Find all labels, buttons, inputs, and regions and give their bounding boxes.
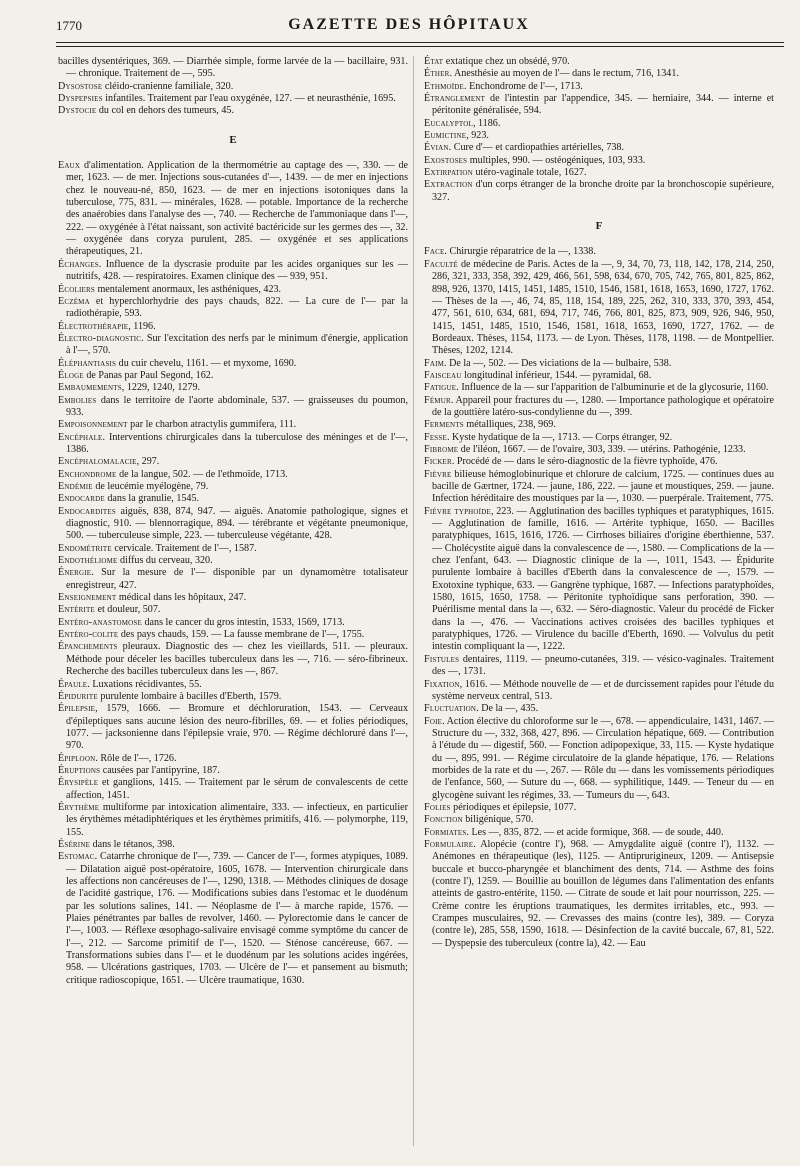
- index-entry: [424, 703, 774, 715]
- entry-heading: Épiploon: [58, 752, 96, 764]
- index-entry: [58, 839, 408, 851]
- index-entry: [58, 358, 408, 370]
- entry-text: de l'intestin par l'appendice, 345. — herniaire, 344. — interne et péritonite généralisée, 594.: [432, 93, 774, 117]
- entry-text: dans le territoire de l'aorte abdominale, 537. — graisseuses du poumon, 933.: [66, 394, 408, 418]
- index-entry: [58, 284, 408, 296]
- index-entry: [58, 370, 408, 382]
- entry-text: . Anesthésie au moyen de l'— dans le rectum, 716, 1341.: [449, 68, 679, 80]
- entry-text: . Action élective du chloroforme sur le —, 678. — appendiculaire, 1431, 1467. — Structure du —, 332, 368, 427, 896. — Circulation hépatique, 669. — Contribution à l'étude du — digestif, 560. — Fonction adipopexique, 33, 115. — Kyste hydatique du —, 895, 991. — Régime circulatoire de la glande hépatique, 176. — Relations morbides de la rate et du —, 267. — Rôle du — dans les vomissements périodiques de l'enfance, 560, — Suture du —, 668. — syphilitique, 1449. — Teneur du — en glycogène suivant les régimes, 33. — Tumeurs du —, 643.: [432, 715, 774, 801]
- right-main-entries: [424, 246, 774, 950]
- entry-heading: Ficker: [424, 456, 452, 468]
- entry-text: , 1616. — Méthode nouvelle de — et de durcissement rapides pour l'étude du système nerveux central, 513.: [432, 678, 774, 702]
- left-main-entries: [58, 160, 408, 987]
- entry-heading: Endocarde: [58, 493, 105, 505]
- entry-heading: Fonction: [424, 814, 463, 826]
- entry-heading: Entéro-colite: [58, 629, 119, 641]
- index-entry: [58, 703, 408, 752]
- entry-heading: Épilepsie: [58, 703, 96, 715]
- entry-heading: Dysostose: [58, 80, 103, 92]
- index-entry: [58, 679, 408, 691]
- entry-text: . Catarrhe chronique de l'—, 739. — Cancer de l'—, formes atypiques, 1089. — Dilatation aiguë post-opératoire, 1605, 1678. — Intervention chirurgicale dans les affections non cancéreuses de l'—, 1290, 1318. — Méthodes cliniques de dosage de l'acidité gastrique, 176. — Modifications subies dans l'estomac et le duodénum par les solutions salines, 141. — Néoplasme de l'— à marche rapide, 1576. — Plaies pénétrantes par balles de revolver, 1460. — Pylorectomie dans le cancer de l'—, 1003. — Réflexe œsophago-salivaire envisagé comme symptôme du cancer de l'—, 212. — Sarcome primitif de l'—, 1520. — Sténose cancéreuse, 667. — Transformations subies dans l'— et le duodénum par les solutions acides ingérées, 958. — Ulcérations gastriques, 1703. — Ulcère de l'— et pansement au bismuth; critique radioscopique, 1651. — Ulcère traumatique, 1630.: [66, 851, 408, 986]
- entry-heading: Extirpation: [424, 167, 473, 179]
- entry-text: , 1579, 1666. — Bromure et déchloruration, 1543. — Cerveaux d'épileptiques sans aucune lésion des neuro-fibrilles, 69. — et folies périodiques, 1077. — jacksonienne dans l'épilepsie vraie, 970. — Régime déchloruré dans l'—, 970.: [66, 703, 408, 752]
- index-entry: [424, 358, 774, 370]
- entry-heading: Encéphale: [58, 431, 103, 443]
- entry-heading: Épanchements: [58, 641, 118, 653]
- entry-text: biligénique, 570.: [462, 814, 534, 826]
- index-entry: [424, 814, 774, 826]
- entry-text: du cuir chevelu, 1161. — et myxome, 1690.: [116, 357, 297, 369]
- entry-heading: Fémur: [424, 394, 451, 406]
- entry-text: utéro-vaginale totale, 1627.: [472, 167, 587, 179]
- entry-heading: Énergie: [58, 567, 92, 579]
- index-entry: [58, 81, 408, 93]
- entry-heading: Empoisonnement: [58, 419, 128, 431]
- entry-text: dans le tétanos, 398.: [90, 838, 175, 850]
- entry-text: . Interventions chirurgicales dans la tuberculose des méninges et de l'—, 1386.: [66, 431, 408, 455]
- index-entry: [424, 179, 774, 204]
- index-entry: [424, 142, 774, 154]
- entry-heading: Épidurite: [58, 690, 98, 702]
- entry-text: . Influence de la dyscrasie produite par les acides organiques sur les — nutritifs, 428. — respiratoires. Examen clinique des — 939, 951.: [66, 258, 408, 283]
- entry-heading: Extraction: [424, 179, 473, 191]
- index-entry: [424, 716, 774, 802]
- entry-heading: Fièvre: [424, 468, 452, 480]
- entry-text: . Chirurgie réparatrice de la —, 1338.: [444, 246, 596, 258]
- index-entry: [58, 333, 408, 358]
- page-header: [56, 14, 762, 38]
- entry-text: , 1196.: [128, 320, 156, 332]
- entry-heading: Fistules: [424, 653, 460, 665]
- index-entry: [424, 382, 774, 394]
- index-entry: [424, 68, 774, 80]
- index-entry: [58, 641, 408, 678]
- entry-heading: Embolies: [58, 394, 97, 406]
- entry-heading: Éloge: [58, 369, 84, 381]
- index-entry: [58, 765, 408, 777]
- entry-text: par le charbon atractylis gummifera, 111.: [127, 419, 297, 431]
- entry-heading: Éruptions: [58, 764, 101, 776]
- index-entry: [58, 93, 408, 105]
- entry-text: . De la —, 435.: [476, 703, 539, 715]
- entry-heading: Entérite: [58, 604, 95, 616]
- entry-text: purulente lombaire à bacilles d'Eberth, 1579.: [97, 690, 282, 702]
- index-entry: [424, 802, 774, 814]
- entry-text: pleuraux. Diagnostic des — chez les vieillards, 511. — pleuraux. Méthode pour déceler les bacilles tuberculeux dans les —, 716. — séro-fibrineux. Recherche des bacilles tuberculeux dans les —, 867.: [66, 641, 408, 678]
- entry-heading: Ésérine: [58, 838, 91, 850]
- entry-text: causées par l'antipyrine, 187.: [100, 764, 220, 776]
- index-entry: [58, 296, 408, 321]
- entry-heading: Eucalyptol: [424, 117, 473, 129]
- entry-heading: Encéphalomalacie: [58, 456, 137, 468]
- index-entry: [58, 604, 408, 616]
- index-entry: [58, 419, 408, 431]
- entry-text: . Kyste hydatique de la —, 1713. — Corps étranger, 92.: [446, 431, 673, 443]
- entry-heading: Étranglement: [424, 93, 486, 105]
- index-entry: [58, 456, 408, 468]
- index-entry: [58, 629, 408, 641]
- entry-text: . Luxations récidivantes, 55.: [87, 678, 202, 690]
- entry-text: de Panas par Paul Segond, 162.: [83, 369, 214, 381]
- entry-heading: Électro-diagnostic: [58, 332, 142, 344]
- index-entry: [58, 802, 408, 839]
- entry-heading: Échanges: [58, 258, 99, 270]
- index-entry: [424, 679, 774, 704]
- index-entry: [58, 493, 408, 505]
- journal-title: GAZETTE DES HÔPITAUX: [288, 16, 530, 33]
- entry-heading: Face: [424, 246, 445, 258]
- entry-text: , 1229, 1240, 1279.: [121, 382, 201, 394]
- entry-heading: Épaule: [58, 678, 88, 690]
- column-divider: [413, 56, 414, 1146]
- entry-text: . Sur la mesure de l'— disponible par un dynamomètre totalisateur enregistreur, 427.: [66, 567, 408, 591]
- entry-heading: Fesse: [424, 431, 447, 443]
- index-entry: [424, 432, 774, 444]
- entry-text: , 1186.: [472, 117, 501, 129]
- index-entry: [58, 543, 408, 555]
- entry-heading: Électrothérapie: [58, 320, 129, 332]
- entry-text: . Cure d'— et cardiopathies artérielles, 738.: [448, 142, 624, 154]
- index-entry: [58, 160, 408, 259]
- entry-text: extatique chez un obsédé, 970.: [443, 56, 570, 67]
- entry-heading: Éther: [424, 68, 450, 80]
- entry-text: d'un corps étranger de la bronche droite par la bronchoscopie supérieure, 327.: [432, 179, 774, 203]
- entry-text: des pays chauds, 159. — La fausse membrane de l'—, 1755.: [118, 629, 365, 641]
- entry-heading: Endémie: [58, 481, 93, 492]
- index-entry: [58, 777, 408, 802]
- entry-text: et douleur, 507.: [94, 604, 161, 616]
- entry-text: mentalement anormaux, les asthéniques, 423.: [94, 283, 282, 295]
- index-entry: [58, 469, 408, 481]
- index-entry: [424, 167, 774, 179]
- entry-text: dans le cancer du gros intestin, 1533, 1569, 1713.: [141, 616, 345, 628]
- header-rule-thin: [56, 46, 784, 47]
- entry-text: de leucémie myélogène, 79.: [92, 481, 209, 492]
- entry-heading: Exostoses: [424, 154, 468, 166]
- entry-heading: Faculté: [424, 258, 458, 270]
- entry-heading: Érysipèle: [58, 777, 99, 789]
- entry-heading: Éléphantiasis: [58, 357, 117, 369]
- entry-heading: Folies: [424, 801, 451, 813]
- index-entry: [58, 382, 408, 394]
- index-entry: [424, 118, 774, 130]
- entry-text: de médecine de Paris. Actes de la —, 9, 34, 70, 73, 118, 142, 178, 214, 250, 286, 321, 333, 358, 392, 429, 466, 561, 598, 634, 670, 705, 742, 765, 801, 825, 862, 898, 926, 1370, 1415, 1451, 1485, 1510, 1546, 1581, 1618, 1653, 1690, 1727, 1762. — Thèses de la —, 46, 74, 85, 118, 154, 189, 225, 262, 310, 333, 370, 393, 454, 477, 561, 610, 634, 681, 694, 717, 746, 766, 801, 825, 873, 909, 926, 946, 950, 1415, 1451, 1485, 1510, 1546, 1581, 1618, 1653, 1690, 1727, 1762. — de Bordeaux. Thèses, 1154, 1173. — de Lyon. Thèses, 1178, 1198. — de Montpellier. Thèses, 1202, 1214.: [432, 258, 774, 357]
- entry-text: diffus du cerveau, 320.: [117, 555, 213, 567]
- entry-heading: Eczéma: [58, 295, 90, 307]
- entry-text: . De la —, 502. — Des viciations de la — bulbaire, 538.: [444, 357, 672, 369]
- entry-text: et hyperchlorhydrie des pays chauds, 822. — La cure de l'— par la radiothérapie, 593.: [66, 295, 408, 320]
- entry-heading: Entéro-anastomose: [58, 616, 142, 628]
- index-entry: [58, 851, 408, 987]
- index-entry: [424, 456, 774, 468]
- section-letter-e: E: [229, 133, 237, 146]
- index-entry: [58, 321, 408, 333]
- entry-text: . Influence de la — sur l'apparition de l'albuminurie et de la glycosurie, 1160.: [456, 382, 769, 394]
- header-rule-thick: [56, 42, 784, 43]
- entry-text: aiguës, 838, 874, 947. — aiguës. Anatomie pathologique, signes et diagnostic, 910. — blennorragique, 894. — térébrante et végétante pneumonique, 500. — tuberculeuse simple, 223. — tuberculeuse végétante, 428.: [66, 505, 408, 542]
- index-entry: [424, 56, 774, 68]
- entry-heading: Foie: [424, 715, 443, 727]
- entry-text: métalliques, 238, 969.: [463, 419, 556, 431]
- entry-text: périodiques et épilepsie, 1077.: [450, 801, 577, 813]
- index-entry: [58, 105, 408, 117]
- index-entry: [424, 654, 774, 679]
- entry-heading: Formulaire: [424, 838, 474, 850]
- entry-text: médical dans les hôpitaux, 247.: [116, 592, 247, 604]
- index-entry: [424, 81, 774, 93]
- entry-text: dans la granulie, 1545.: [104, 493, 200, 505]
- entry-text: . Rôle de l'—, 1726.: [95, 752, 177, 764]
- entry-text: d'alimentation. Application de la thermométrie au captage des —, 330. — de mer, 1623. — de mer. Injections sous-cutanées d'—, 1439. — de mer en injections chez le nouveau-né, 850, 1623. — de mer en injections isotoniques dans la tuberculose, 775, 831. — minérales, 1628. — potable. Importance de la recherche des anaérobies dans l'analyse des —, 740. — Recherche de l'ammoniaque dans l'—, 222. — oxygénée à l'état naissant, son activité bactéricide sur les germes des —, 32. — oxygénée dans coryza purulent, 285. — oxygénée et ses applications thérapeutiques, 21.: [66, 160, 408, 258]
- entry-text: , 297.: [136, 456, 160, 468]
- entry-text: bilieuse hémoglobinurique et chlorure de calcium, 1725. — continues dues au bacille de Gærtner, 1724. — jaune, 186, 222. — jaune et moustiques, 259. — jaune. Infection héréditaire des moustiques par la —, 1030. — puerpérale. Traitement, 775.: [432, 468, 774, 505]
- index-entry: [424, 130, 774, 142]
- index-entry: [424, 839, 774, 950]
- entry-text: infantiles. Traitement par l'eau oxygénée, 127. — et neurasthénie, 1695.: [102, 93, 396, 105]
- entry-heading: Ferments: [424, 419, 464, 431]
- index-entry: [424, 155, 774, 167]
- entry-text: de la langue, 502. — de l'ethmoïde, 1713.: [116, 468, 288, 480]
- right-column: [424, 56, 774, 950]
- entry-heading: Dyspepsies: [58, 93, 103, 105]
- entry-text: bacilles dysentériques, 369. — Diarrhée simple, forme larvée de la — bacillaire, 931. — chronique. Traitement de —, 595.: [58, 56, 408, 80]
- entry-text: cléido-cranienne familiale, 320.: [102, 80, 234, 92]
- entry-text: cervicale. Traitement de l'—, 1587.: [111, 542, 257, 554]
- left-column: [58, 56, 408, 987]
- entry-heading: Eaux: [58, 160, 81, 172]
- entry-heading: Évian: [424, 142, 449, 154]
- entry-text: , 923.: [466, 130, 489, 142]
- entry-text: . Les —, 835, 872. — et acide formique, 368. — de soude, 440.: [466, 826, 724, 838]
- entry-heading: Fixation: [424, 678, 460, 690]
- index-entry: [58, 753, 408, 765]
- entry-heading: Fatigue: [424, 382, 457, 394]
- entry-heading: Ethmoïde: [424, 80, 465, 92]
- entry-heading: Embaumements: [58, 382, 122, 394]
- index-entry: [58, 56, 408, 81]
- index-entry: [424, 395, 774, 420]
- index-entry: [58, 567, 408, 592]
- index-entry: [58, 592, 408, 604]
- entry-text: . Alopécie (contre l'), 968. — Amygdalite aiguë (contre l'), 1132. — Anémones en thérapeutique (les), 1125. — Antiprurigineux, 1209. — Antisepsie buccale et bucco-pharyngée et blanchiment des dents, 714. — Asthme des foins (contre l'), 1259. — Bouillie au bouillon de légumes dans l'alimentation des enfants atteints de gastro-entérite, 1150. — Citrate de soude et lait pour nourrisson, 225. — Crème contre les éruptions traumatiques, les dermites irritables, etc., 993. — Crampes musculaires, 92. — Crevasses des mains (contre les), 389. — Coryza (contre le), 285, 558, 1590, 1618. — Désinfection de la cavité buccale, 67, 81, 522. — Dyspepsie des tuberculeux (contre la), 42. — Eau: [432, 838, 774, 949]
- index-entry: [424, 506, 774, 654]
- entry-heading: Endocardites: [58, 505, 116, 517]
- right-top-entries: [424, 56, 774, 204]
- index-entry: [424, 444, 774, 456]
- entry-text: multiples, 990. — ostéogéniques, 103, 933.: [467, 154, 646, 166]
- index-entry: [58, 691, 408, 703]
- entry-heading: Endothéliome: [58, 555, 118, 567]
- index-entry: [58, 481, 408, 493]
- entry-text: , 223. — Agglutination des bacilles typhiques et paratyphiques, 1615. — Agglutination de famille, 1616. — Artérite typhique, 1650. — Bacilles paratyphiques, 1615, 1616, 1726. — Cirrhoses biliaires d'origine éberthienne, 537. — Cholécystite aiguë dans la convalescence de —, 1580. — Complications de la — chez l'enfant, 643. — Diagnostic clinique de la —, 1011, 1543. — Épidurite purulente lombaire à bacilles d'Eberth dans la convalescence de —, 1579. — Exotoxine typhique, 633. — Gangrène typhique, 1687. — Infections paratyphoïdes, 1580, 1615, 1650, 1758. — Péritonite typhoïdique sans perforation, 390. — Puérilisme mental dans la —, 632. — Séro-diagnostic. Valeur du procédé de Ficker dans la —, 476. — Vaccinations actives croisées des bacilles typhiques et paratyphiques, 1726. — Virulence du bacille d'Eberth, 1690. — Volvulus du petit intestin compliquant la —, 1222.: [432, 505, 774, 653]
- section-letter-f: F: [595, 220, 603, 233]
- index-entry: [58, 555, 408, 567]
- entry-heading: Estomac: [58, 851, 95, 863]
- entry-text: . Appareil pour fractures du —, 1280. — Importance pathologique et opératoire de la gouttière latéro-sus-condylienne du —, 399.: [432, 394, 774, 418]
- entry-heading: Endométrite: [58, 542, 112, 554]
- index-entry: [58, 395, 408, 420]
- index-entry: [424, 246, 774, 258]
- entry-heading: Formiates: [424, 826, 467, 838]
- entry-heading: Faim: [424, 357, 445, 369]
- index-entry: [424, 93, 774, 118]
- entry-text: dentaires, 1119. — pneumo-cutanées, 319. — vésico-vaginales. Traitement des —, 1731.: [432, 653, 774, 678]
- entry-heading: Enseignement: [58, 592, 117, 604]
- index-entry: [58, 506, 408, 543]
- index-entry: [424, 370, 774, 382]
- index-entry: [424, 419, 774, 431]
- entry-heading: Enchondrome: [58, 468, 117, 480]
- page-number: 1770: [56, 18, 82, 33]
- entry-text: et ganglions, 1415. — Traitement par le sérum de convalescents de cette affection, 1451.: [66, 777, 408, 801]
- entry-heading: Eumictine: [424, 130, 467, 142]
- index-entry: [424, 259, 774, 358]
- entry-heading: Faisceau: [424, 369, 462, 381]
- left-top-entries: [58, 56, 408, 118]
- entry-heading: Écoliers: [58, 283, 95, 295]
- entry-text: multiforme par intoxication alimentaire, 333. — infectieux, en particulier les érythèmes métadiphtériques et les érythèmes primitifs, 416. — polymorphe, 119, 155.: [66, 801, 408, 838]
- entry-text: longitudinal inférieur, 1544. — pyramidal, 68.: [461, 369, 652, 381]
- index-entry: [58, 259, 408, 284]
- entry-text: de l'iléon, 1667. — de l'ovaire, 303, 339. — utérins. Pathogénie, 1233.: [458, 443, 746, 455]
- entry-heading: Érythème: [58, 801, 100, 813]
- entry-heading: Dystocie: [58, 105, 97, 117]
- entry-heading: Fièvre typhoïde: [424, 505, 491, 517]
- index-entry: [58, 432, 408, 457]
- entry-text: . Procédé de — dans le séro-diagnostic de la fièvre typhoïde, 476.: [451, 456, 718, 468]
- entry-text: du col en dehors des tumeurs, 45.: [96, 105, 234, 117]
- index-entry: [424, 827, 774, 839]
- entry-heading: Fluctuation: [424, 703, 477, 715]
- entry-heading: Fibrome: [424, 443, 459, 455]
- index-entry: [58, 617, 408, 629]
- index-entry: [424, 469, 774, 506]
- entry-text: . Enchondrome de l'—, 1713.: [464, 80, 583, 92]
- entry-heading: État: [424, 56, 444, 67]
- entry-text: . Sur l'excitation des nerfs par le minimum d'énergie, application à l'—, 570.: [66, 332, 408, 357]
